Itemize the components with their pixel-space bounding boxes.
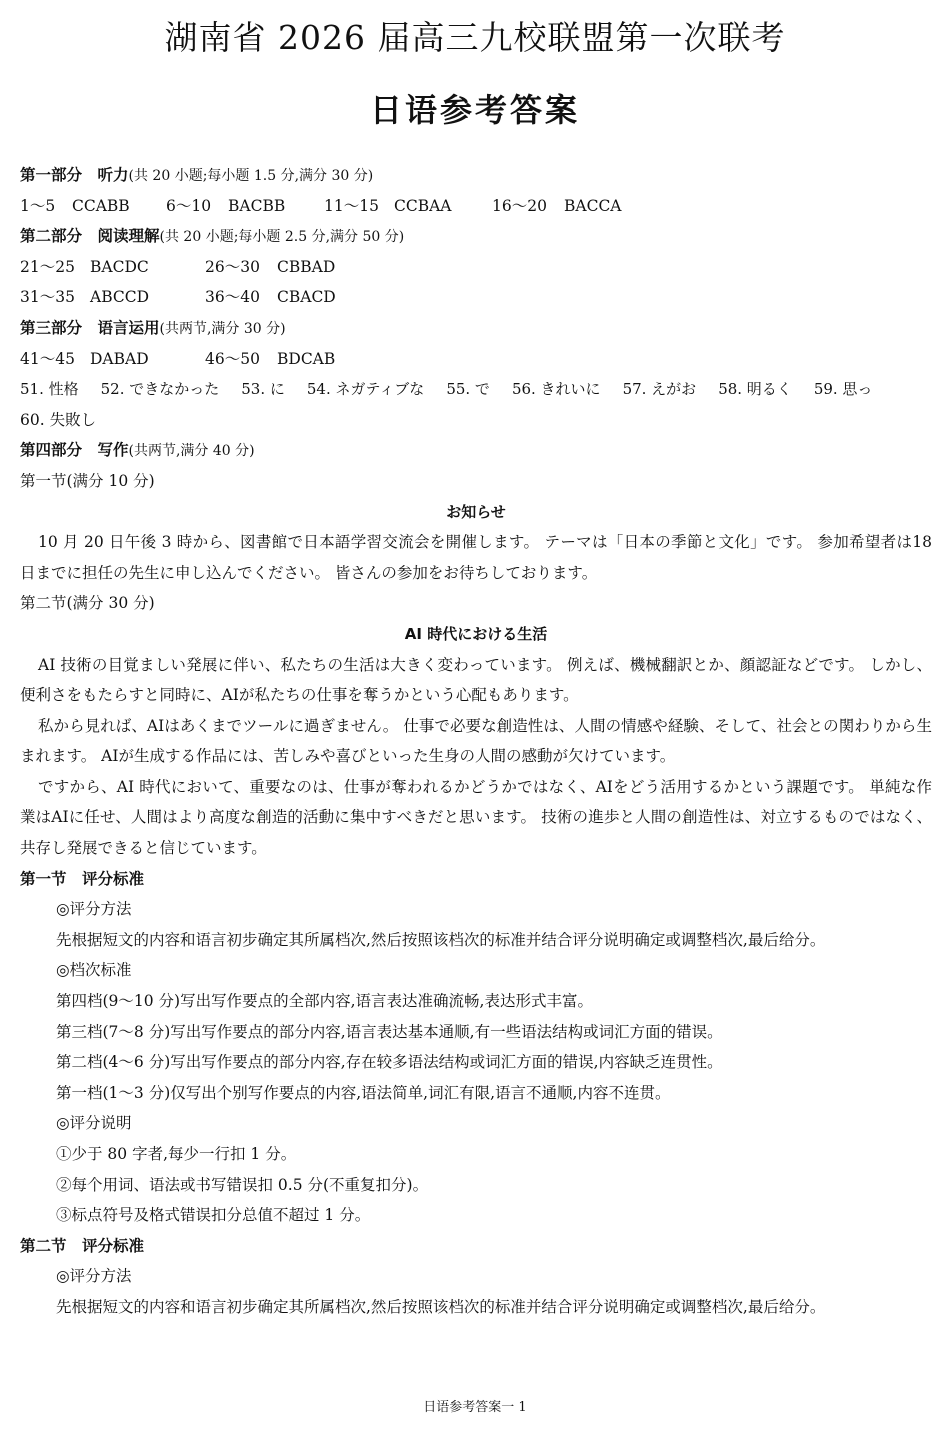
answer-letters: BACBB xyxy=(228,196,286,215)
scoring-note: ②每个用词、语法或书写错误扣 0.5 分(不重复扣分)。 xyxy=(56,1175,429,1194)
fill-answer: 59. 思っ xyxy=(813,380,873,399)
notice-title: お知らせ xyxy=(446,502,506,521)
answer-range: 1～5 xyxy=(20,196,56,215)
scoring-note: ③标点符号及格式错误扣分总值不超过 1 分。 xyxy=(56,1206,371,1225)
scoring-level: 第二档(4～6 分)写出写作要点的部分内容,存在较多语法结构或词汇方面的错误,内容缺乏连贯性。 xyxy=(56,1053,723,1072)
scoring1-method-text: 先根据短文的内容和语言初步确定其所属档次,然后按照该档次的标准并结合评分说明确定或调整档次,最后给分。 xyxy=(56,930,826,949)
notice-text: 10 月 20 日午後 3 時から、図書館で日本語学習交流会を開催します。 テーマは「日本の季節と文化」です。 参加希望者は18 日までに担任の先生に申し込んでください。 皆さんの参加をお待ちしております。 xyxy=(20,533,932,582)
fill-answer: 57. えがお xyxy=(622,380,697,399)
essay-title: AI 時代における生活 xyxy=(404,624,548,643)
part4-section2-label: 第二节(满分 30 分) xyxy=(20,594,155,613)
part1-heading xyxy=(20,160,932,191)
answer-range: 46～50 xyxy=(205,349,260,368)
scoring-level: 第四档(9～10 分)写出写作要点的全部内容,语言表达准确流畅,表达形式丰富。 xyxy=(56,992,593,1011)
answer-letters: ABCCD xyxy=(90,288,150,307)
fill-answer: 55. で xyxy=(446,380,490,399)
part4-heading xyxy=(20,435,932,466)
answer-range: 36～40 xyxy=(205,288,260,307)
answer-range: 21～25 xyxy=(20,257,75,276)
fill-answer: 56. きれいに xyxy=(511,380,601,399)
scoring1-levels-label: ◎档次标准 xyxy=(56,961,132,980)
answer-letters: BACCA xyxy=(564,196,622,215)
part2-heading-label: 第二部分 阅读理解 xyxy=(20,227,160,246)
fill-answer: 52. できなかった xyxy=(100,380,220,399)
essay-paragraph: AI 技術の目覚ましい発展に伴い、私たちの生活は大きく変わっています。 例えば、機械翻訳とか、顔認証などです。 しかし、便利さをもたらすと同時に、AIが私たちの仕事を奪うかという心配もあります。 xyxy=(20,655,932,705)
scoring1-method-label: ◎评分方法 xyxy=(56,900,132,919)
part4-heading-note: (共两节,满分 40 分) xyxy=(128,443,255,460)
page-footer: 日语参考答案一 1 xyxy=(423,1400,527,1415)
answer-letters: CCABB xyxy=(72,196,130,215)
part2-heading xyxy=(20,221,932,252)
answer-letters: BDCAB xyxy=(277,349,336,368)
part3-fill-answer-last: 60. 失敗し xyxy=(20,410,97,429)
fill-answer: 58. 明るく xyxy=(718,380,792,399)
scoring-level: 第三档(7～8 分)写出写作要点的部分内容,语言表达基本通顺,有一些语法结构或词汇方面的错误。 xyxy=(56,1022,723,1041)
part1-heading-label: 第一部分 听力 xyxy=(20,166,129,184)
scoring2-heading-label: 第二节 评分标准 xyxy=(20,1236,145,1255)
answer-letters: CBBAD xyxy=(277,257,336,276)
answer-letters: DABAD xyxy=(90,349,149,368)
scoring2-method-label: ◎评分方法 xyxy=(56,1267,132,1286)
part4-heading-label: 第四部分 写作 xyxy=(20,441,129,460)
answer-key-title: 日语参考答案 xyxy=(369,91,580,129)
answer-range: 31～35 xyxy=(20,288,75,307)
part3-fill-answers xyxy=(20,374,932,405)
fill-answer: 51. 性格 xyxy=(20,380,79,399)
essay-paragraph: ですから、AI 時代において、重要なのは、仕事が奪われるかどうかではなく、AIをどう活用するかという課題です。 単純な作業はAIに任せ、人間はより高度な創造的活動に集中すべきだと思います。 技術の進歩と人間の創造性は、対立するものではなく、共存し発展できると信じています。 xyxy=(20,777,932,858)
answer-letters: CCBAA xyxy=(394,196,452,215)
scoring-note: ①少于 80 字者,每少一行扣 1 分。 xyxy=(56,1145,297,1163)
fill-answer: 54. ネガティブな xyxy=(306,380,425,399)
fill-answer: 53. に xyxy=(241,380,285,399)
scoring1-notes-label: ◎评分说明 xyxy=(56,1114,132,1133)
answer-body xyxy=(20,160,932,1323)
part2-heading-note: (共 20 小题;每小题 2.5 分,满分 50 分) xyxy=(159,229,405,246)
answer-range: 41～45 xyxy=(20,349,75,368)
part3-heading xyxy=(20,313,932,344)
essay-paragraph: 私から見れば、AIはあくまでツールに過ぎません。 仕事で必要な創造性は、人間の情感や経験、そして、社会との関わりから生まれます。 AIが生成する作品には、苦しみや喜びといった生身の人間の感動が欠けています。 xyxy=(20,716,932,766)
answer-range: 16～20 xyxy=(492,196,547,215)
part2-answers-a xyxy=(20,252,932,283)
part2-answers-b xyxy=(20,282,932,313)
part4-section1-label: 第一节(满分 10 分) xyxy=(20,471,155,490)
part3-answers xyxy=(20,344,932,375)
answer-range: 6～10 xyxy=(166,196,212,215)
scoring1-heading-label: 第一节 评分标准 xyxy=(20,869,145,888)
exam-title: 湖南省 2026 届高三九校联盟第一次联考 xyxy=(164,18,786,57)
answer-letters: BACDC xyxy=(90,257,149,276)
part3-heading-note: (共两节,满分 30 分) xyxy=(159,320,286,337)
scoring-level: 第一档(1～3 分)仅写出个别写作要点的内容,语法简单,词汇有限,语言不通顺,内容不连贯。 xyxy=(56,1083,671,1102)
part3-heading-label: 第三部分 语言运用 xyxy=(20,318,160,337)
answer-range: 26～30 xyxy=(205,257,260,276)
scoring1-heading xyxy=(20,864,932,895)
scoring2-method-text: 先根据短文的内容和语言初步确定其所属档次,然后按照该档次的标准并结合评分说明确定或调整档次,最后给分。 xyxy=(56,1297,826,1316)
part1-heading-note: (共 20 小题;每小题 1.5 分,满分 30 分) xyxy=(128,168,374,184)
answer-range: 11～15 xyxy=(324,196,379,215)
part1-answers xyxy=(20,191,932,222)
answer-letters: CBACD xyxy=(277,288,336,307)
scoring2-heading xyxy=(20,1231,932,1262)
